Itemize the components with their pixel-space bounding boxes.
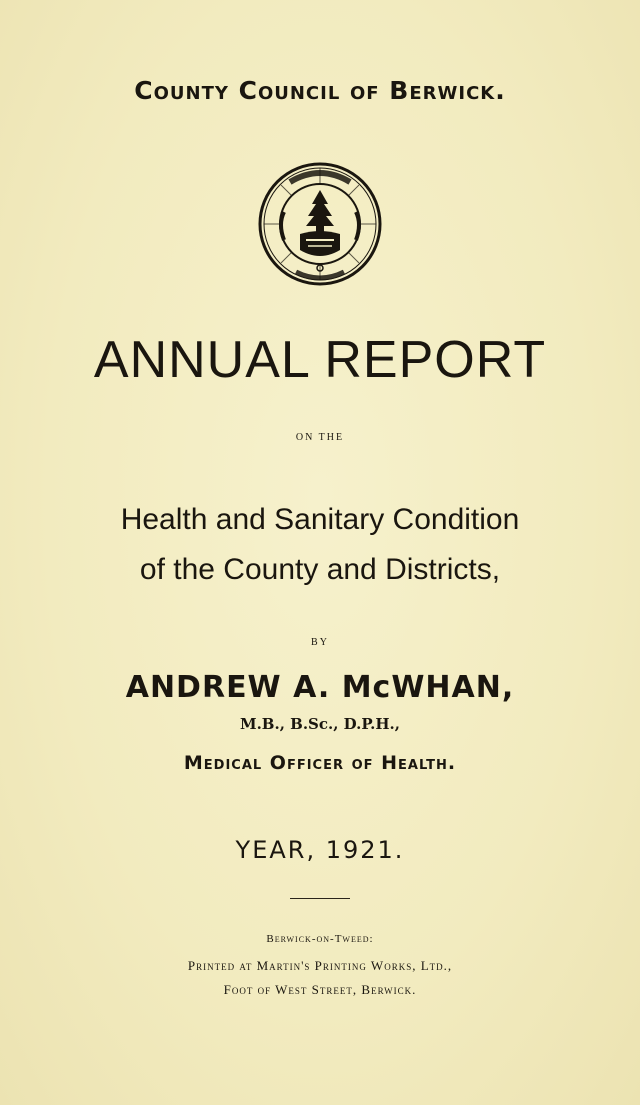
imprint-place: Berwick-on-Tweed: bbox=[266, 933, 374, 945]
imprint-printer: Printed at Martin's Printing Works, Ltd., bbox=[187, 958, 453, 973]
subject-line-2: of the County and Districts, bbox=[139, 553, 501, 586]
county-seal-emblem bbox=[256, 160, 384, 288]
subject-line-1: Health and Sanitary Condition bbox=[120, 503, 520, 536]
by-label: BY bbox=[311, 637, 329, 648]
council-heading: County Council of Berwick. bbox=[134, 76, 506, 105]
author-name: ANDREW A. McWHAN, bbox=[125, 670, 515, 705]
divider-rule bbox=[290, 898, 350, 899]
report-year: YEAR, 1921. bbox=[235, 836, 405, 864]
author-role: Medical Officer of Health. bbox=[183, 752, 457, 774]
author-degrees: M.B., B.Sc., D.P.H., bbox=[239, 715, 401, 733]
on-the-label: ON THE bbox=[295, 432, 345, 443]
imprint-address: Foot of West Street, Berwick. bbox=[223, 982, 417, 997]
report-title: ANNUAL REPORT bbox=[93, 331, 547, 389]
